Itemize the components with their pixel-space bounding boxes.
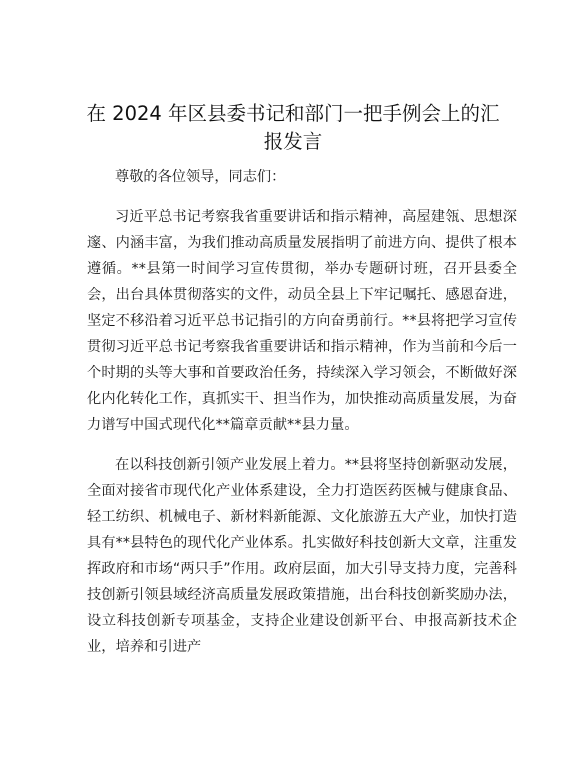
document-title: 在 2024 年区县委书记和部门一把手例会上的汇报发言 [86,102,500,153]
paragraph-1: 习近平总书记考察我省重要讲话和指示精神，高屋建瓴、思想深邃、内涵丰富，为我们推动高质量发展指明了前进方向、提供了根本遵循。**县第一时间学习宣传贯彻，举办专题研讨班，召开县委全会，出台具体贯彻落实的文件，动员全县上下牢记嘱托、感恩奋进，坚定不移沿着习近平总书记指引的方向奋勇前行。**县将把学习宣传贯彻习近平总书记考察我省重要讲话和指示精神，作为当前和今后一个时期的头等大事和首要政治任务，持续深入学习领会，不断做好深化内化转化工作，真抓实干、担当作为，加快推动高质量发展，为奋力谱写中国式现代化**篇章贡献**县力量。 [87,209,517,433]
paragraph-2: 在以科技创新引领产业发展上着力。**县将坚持创新驱动发展，全面对接省市现代化产业体系建设，全力打造医药医械与健康食品、轻工纺织、机械电子、新材料新能源、文化旅游五大产业，加快打造具有**县特色的现代化产业体系。扎实做好科技创新大文章，注重发挥政府和市场“两只手”作用。政府层面，加大引导支持力度，完善科技创新引领县域经济高质量发展政策措施，出台科技创新奖励办法，设立科技创新专项基金，支持企业建设创新平台、申报高新技术企业，培养和引进产 [87,457,517,655]
salutation: 尊敬的各位领导，同志们： [115,169,286,185]
document-body [87,164,517,674]
